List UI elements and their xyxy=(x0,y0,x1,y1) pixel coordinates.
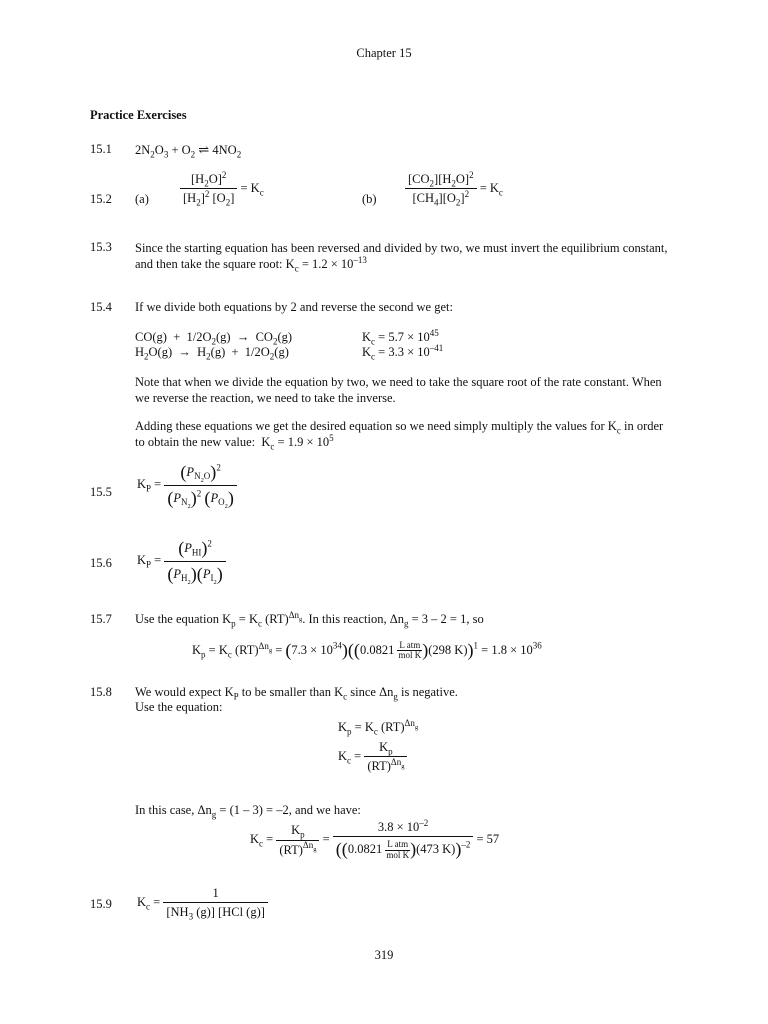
reaction-equation: $2N_2O_3 + O_2$ ⇌ $4NO_2$ xyxy=(135,142,242,160)
part-label: (a) xyxy=(135,192,149,206)
exercise-text: Use the equation $K_p = K_c$ (RT)$^{\Delta n_g}$. In this reaction, $\Delta n_g = 3 - 2 = 1$, so xyxy=(135,609,484,629)
exercise-text-body: Since the starting equation has been reversed and divided by two, we must invert the equilibrium constant, and then take the square root: xyxy=(135,241,668,272)
exercise-number: 15.2 xyxy=(90,192,112,206)
reaction-line: $CO(g) + 1/2O_2(g) \to CO_2(g)$ xyxy=(135,330,293,347)
chapter-header: Chapter 15 xyxy=(356,46,412,60)
exercise-number: 15.4 xyxy=(90,300,112,314)
exercise-text: Use the equation: xyxy=(135,700,223,714)
kc-rearranged: $K_c$ = $\frac{K_p}{(RT)^{\Delta n_g}}$ xyxy=(338,740,407,774)
exercise-text: We would expect $K_P$ to be smaller than $K_c$ since $\Delta n_g$ is negative. xyxy=(135,685,458,702)
kp-equation: $K_p = K_c$ (RT)$^{\Delta n_g}$ xyxy=(338,717,419,737)
exercise-number: 15.3 xyxy=(90,240,112,254)
kc-expression-b: $\frac{[CO_2][H_2O]^2}{[CH_4][O_2]^2}$ = $K_c$ xyxy=(405,172,503,206)
kc-calculation: $K_c$ = $\frac{K_p}{(RT)^{\Delta n_g}}$ = $3.8 \times 10^{-2}$ ((0.0821 L atm mol K )(473 K))$^{-2}$ = 57 xyxy=(250,817,500,860)
exercise-text-body: In this case, Δn xyxy=(135,803,212,817)
exercise-text: Since the starting equation has been reversed and divided by two, we must invert the equilibrium constant, and then take the square root: $K_c = 1.2 \times 10^{-13}$ xyxy=(135,241,668,274)
kc-expression-a: $\frac{[H_2O]^2}{[H_2]^2 [O_2]}$ = $K_c$ xyxy=(180,172,264,206)
exercise-text: In this case, $\Delta n_g = (1 - 3) = -2$, and we have: xyxy=(135,803,361,820)
exercise-number: 15.7 xyxy=(90,612,112,626)
exercise-number: 15.9 xyxy=(90,897,112,911)
exercise-number: 15.6 xyxy=(90,556,112,570)
exercise-text-tail: = 3 – 2 = 1, so xyxy=(408,612,484,626)
kp-calculation: $K_p = K_c$ $(RT)^{\Delta n_g} = (7.3 \times 10^{34})((0.0821$ L atm mol K )(298 $K))^1 = 1.8 \times 10^{36}$ xyxy=(192,640,542,661)
kc-value: $K_c = 5.7 \times 10^{45}$ xyxy=(362,327,439,347)
exercise-text-mid: . In this reaction, Δn xyxy=(302,612,404,626)
exercise-text-body: We would expect K xyxy=(135,685,234,699)
exercise-text-tail: = (1 – 3) = –2, and we have: xyxy=(216,803,361,817)
exercise-text-body: Use the equation xyxy=(135,612,220,626)
exercise-text-tail: is negative. xyxy=(397,685,458,699)
kp-expression: $K_P$ = $\frac{(P_{HI})^2}{(P_{H_2})(P_{I_2})}$ xyxy=(137,538,226,585)
exercise-text-mid: to be smaller than K xyxy=(238,685,344,699)
page-number: 319 xyxy=(374,948,394,962)
exercise-text-tail: in order to obtain the new value: xyxy=(135,419,664,450)
exercise-text-mid2: since Δn xyxy=(347,685,394,699)
kc-expression: $K_c$ = $\frac{1}{[NH_3 (g)] [HCl (g)]}$ xyxy=(137,886,268,920)
exercise-text: If we divide both equations by 2 and reverse the second we get: xyxy=(135,300,453,314)
exercise-text: Adding these equations we get the desired equation so we need simply multiply the values for $K_c$ in order to obtain the new value: $K_c = 1.9 \times 10^5$ xyxy=(135,419,664,452)
exercise-text-body: Adding these equations we get the desired equation so we need simply multiply the values for K xyxy=(135,419,617,433)
section-title: Practice Exercises xyxy=(90,108,187,122)
part-label: (b) xyxy=(362,192,377,206)
exercise-number: 15.5 xyxy=(90,485,112,499)
exercise-number: 15.1 xyxy=(90,142,112,156)
exercise-number: 15.8 xyxy=(90,685,112,699)
exercise-note: Note that when we divide the equation by two, we need to take the square root of the rate constant. When we reverse the reaction, we need to take the inverse. xyxy=(135,375,662,406)
kc-value: $K_c = 3.3 \times 10^{-41}$ xyxy=(362,342,444,362)
reaction-line: $H_2O(g) \to H_2(g) + 1/2O_2(g)$ xyxy=(135,345,289,362)
kp-expression: $K_P$ = $\frac{(P_{N_2O})^2}{(P_{N_2})^2 (P_{O_2})}$ xyxy=(137,462,237,509)
